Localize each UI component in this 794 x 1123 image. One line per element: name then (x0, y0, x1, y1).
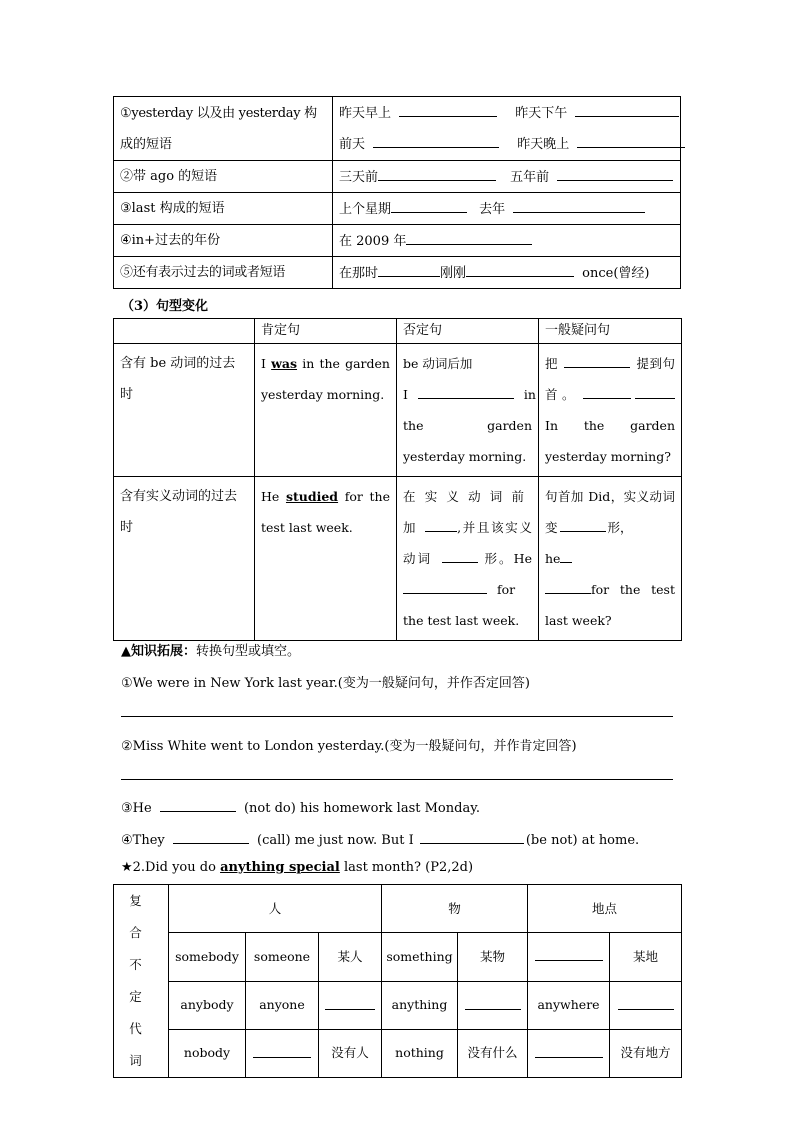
affirmative-cell: I was in the garden yesterday morning. (255, 344, 397, 477)
answer-blank[interactable] (635, 384, 675, 399)
row-label: ②带 ago 的短语 (114, 161, 333, 193)
question-cell: 把 提到句首。 In the garden yesterday morning? (539, 344, 682, 477)
row-label: 含有实义动词的过去时 (114, 477, 255, 641)
table-row (114, 257, 681, 289)
header-cell: 人 (169, 885, 382, 933)
answer-blank[interactable] (583, 384, 631, 399)
row-label: 含有 be 动词的过去时 (114, 344, 255, 477)
row-label: ⑤还有表示过去的词或者短语 (114, 257, 333, 289)
exercise-q1: ①We were in New York last year.(变为一般疑问句，并作否定回答) (121, 676, 530, 691)
answer-blank[interactable] (160, 797, 236, 812)
header-cell (114, 319, 255, 344)
answer-blank[interactable] (173, 829, 249, 844)
table-row (114, 477, 682, 641)
pronoun-cell: 没有什么 (458, 1029, 528, 1077)
pronoun-cell: anything (382, 981, 458, 1029)
phrase-label: 上个星期 (339, 201, 392, 217)
header-cell: 物 (382, 885, 528, 933)
table-row (114, 933, 682, 981)
phrase-label: 刚刚 (440, 265, 467, 281)
table-row (114, 1029, 682, 1077)
pronoun-cell: anywhere (528, 981, 610, 1029)
section-title: （3）句型变化 (121, 299, 209, 314)
answer-blank[interactable] (373, 133, 499, 148)
row-label: ④in+过去的年份 (114, 225, 333, 257)
answer-blank[interactable] (466, 262, 574, 277)
pronoun-cell: 没有人 (319, 1029, 382, 1077)
sentence-pattern-table (113, 318, 682, 641)
exercise-q4: ④They (call) me just now. But I (be not) at home. (121, 829, 639, 848)
phrase-label: 昨天晚上 (517, 136, 570, 152)
answer-blank[interactable] (403, 579, 487, 594)
answer-blank[interactable] (378, 166, 496, 181)
answer-blank[interactable] (560, 517, 606, 532)
table-row (114, 225, 681, 257)
bold-verb: was (271, 356, 298, 371)
pronoun-cell (458, 981, 528, 1029)
indefinite-pronoun-table (113, 884, 682, 1078)
phrase-label: 昨天下午 (515, 105, 568, 121)
phrase-label: 前天 (339, 136, 366, 152)
pronoun-cell: somebody (169, 933, 246, 981)
answer-blank[interactable] (253, 1043, 311, 1058)
table-header-row (114, 319, 682, 344)
answer-blank[interactable] (399, 102, 497, 117)
phrase-label: 昨天早上 (339, 105, 392, 121)
pronoun-cell: something (382, 933, 458, 981)
pronoun-cell (319, 981, 382, 1029)
row-label: ①yesterday 以及由 yesterday 构 (120, 105, 317, 121)
pronoun-cell: 某物 (458, 933, 528, 981)
answer-blank[interactable] (425, 517, 457, 532)
pronoun-cell: 某地 (610, 933, 682, 981)
answer-blank[interactable] (557, 166, 673, 181)
answer-line[interactable] (121, 716, 673, 717)
exercise-q3: ③He (not do) his homework last Monday. (121, 797, 480, 816)
table-row (114, 161, 681, 193)
question-cell: 句首加 Did，实义动词变 形， he for the test last week? (539, 477, 682, 641)
exercise-heading: ▲知识拓展：转换句型或填空。 (121, 644, 301, 659)
affirmative-cell: He studied for the test last week. (255, 477, 397, 641)
answer-blank[interactable] (575, 102, 679, 117)
pronoun-cell (246, 1029, 319, 1077)
row-label: 成的短语 (120, 136, 173, 152)
phrase-label: 去年 (479, 201, 506, 217)
table-row (114, 981, 682, 1029)
bold-verb: studied (285, 489, 339, 504)
pronoun-cell: 没有地方 (610, 1029, 682, 1077)
answer-blank[interactable] (325, 995, 375, 1010)
table-row (114, 193, 681, 225)
answer-blank[interactable] (618, 995, 674, 1010)
pronoun-cell: 某人 (319, 933, 382, 981)
negative-cell: 在实义动词前加 ,并且该实义动词 形。He for the test last week. (397, 477, 539, 641)
header-cell: 地点 (528, 885, 682, 933)
table-header-row (114, 885, 682, 933)
answer-blank[interactable] (465, 995, 521, 1010)
pronoun-cell (610, 981, 682, 1029)
pronoun-cell: nothing (382, 1029, 458, 1077)
negative-cell: be 动词后加 I in the garden yesterday morning. (397, 344, 539, 477)
table-row (114, 344, 682, 477)
exercise-q2: ②Miss White went to London yesterday.(变为一般疑问句，并作肯定回答) (121, 739, 577, 754)
row-label: ③last 构成的短语 (114, 193, 333, 225)
answer-blank[interactable] (513, 198, 645, 213)
pronoun-cell: anyone (246, 981, 319, 1029)
phrase-label: 三天前 (339, 169, 379, 185)
header-cell: 一般疑问句 (539, 319, 682, 344)
answer-blank[interactable] (545, 579, 591, 594)
answer-blank[interactable] (577, 133, 685, 148)
header-cell: 肯定句 (255, 319, 397, 344)
phrase-label: 在那时 (339, 265, 379, 281)
answer-blank[interactable] (418, 384, 514, 399)
answer-blank[interactable] (378, 262, 440, 277)
phrase-label: 五年前 (510, 169, 550, 185)
table-row (114, 97, 681, 161)
side-label: 复合 不定 代词 (114, 885, 169, 1078)
answer-blank[interactable] (391, 198, 467, 213)
answer-blank[interactable] (535, 946, 603, 961)
pronoun-cell (528, 1029, 610, 1077)
phrase-label: 在 2009 年 (339, 233, 407, 249)
item2-heading: ★2.Did you do anything special last month? (P2,2d) (121, 860, 474, 875)
header-cell: 否定句 (397, 319, 539, 344)
answer-blank[interactable] (406, 230, 532, 245)
pronoun-cell (528, 933, 610, 981)
answer-line[interactable] (121, 779, 673, 780)
answer-blank[interactable] (560, 548, 572, 563)
answer-blank[interactable] (564, 353, 630, 368)
phrase-label: once(曾经) (582, 265, 650, 281)
time-phrases-table (113, 96, 681, 289)
answer-blank[interactable] (535, 1043, 603, 1058)
answer-blank[interactable] (420, 829, 524, 844)
pronoun-cell: someone (246, 933, 319, 981)
pronoun-cell: nobody (169, 1029, 246, 1077)
pronoun-cell: anybody (169, 981, 246, 1029)
answer-blank[interactable] (442, 548, 478, 563)
